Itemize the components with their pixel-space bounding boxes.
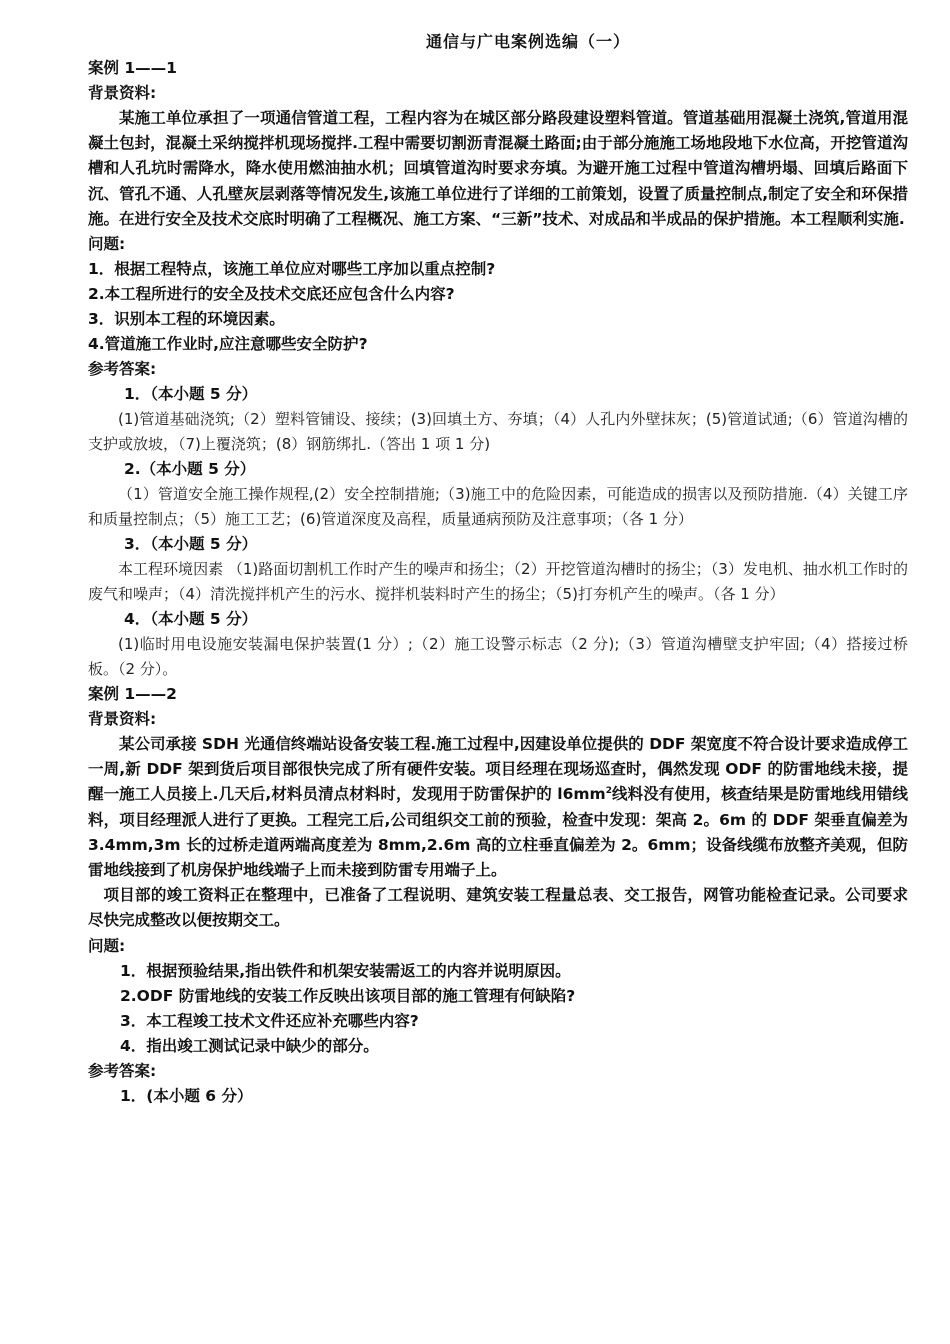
- case2-question-4: 4．指出竣工测试记录中缺少的部分。: [120, 1036, 379, 1055]
- case2-answers-label: 参考答案:: [88, 1061, 157, 1080]
- case2-background-text-2: 项目部的竣工资料正在整理中，已准备了工程说明、建筑安装工程量总表、交工报告，网管功能检查记录。公司要求尽快完成整改以便按期交工。: [88, 886, 908, 930]
- case2-answer-1-heading: 1．(本小题 6 分）: [120, 1086, 253, 1105]
- case1-heading: 案例 1——1: [88, 59, 177, 77]
- case1-answer-2-heading: 2.（本小题 5 分）: [124, 460, 256, 479]
- case2-questions-label: 问题:: [88, 936, 126, 955]
- case2-background-part-b: 线料没有使用，核查结果是防雷地线用错线料，项目经理派人进行了更换。工程完工后,公司组织交工前的预验，检查中发现：架高 2。6m 的 DDF 架垂直偏差为 3.4mm,3m 长的过桥走道两端高度差为 8mm,2.6m 高的立柱垂直偏差为 2。6mm；设备线缆布放整齐美观，但防雷地线接到了机房保护地线端子上而未接到防雷专用端子上。: [88, 785, 908, 880]
- case2-question-2: 2.ODF 防雷地线的安装工作反映出该项目部的施工管理有何缺陷?: [120, 986, 576, 1005]
- case1-answers-label: 参考答案:: [88, 360, 157, 379]
- case1-question-1: 1．根据工程特点，该施工单位应对哪些工序加以重点控制?: [88, 260, 496, 279]
- case1-answer-2-text: （1）管道安全施工操作规程,(2）安全控制措施;（3)施工中的危险因素，可能造成的损害以及预防措施.（4）关键工序和质量控制点；（5）施工工艺；(6)管道深度及高程，质量通病预防及注意事项；（各 1 分）: [88, 485, 908, 529]
- document-title: 通信与广电案例选编（一）: [425, 32, 630, 51]
- case1-answer-1-heading: 1．（本小题 5 分）: [124, 385, 258, 404]
- case2-question-1: 1．根据预验结果,指出铁件和机架安装需返工的内容并说明原因。: [120, 961, 571, 980]
- case1-answer-3-text: 本工程环境因素 （1)路面切割机工作时产生的噪声和扬尘；（2）开挖管道沟槽时的扬尘；（3）发电机、抽水机工作时的废气和噪声；（4）清洗搅拌机产生的污水、搅拌机装料时产生的扬尘；（5)打夯机产生的噪声。（各 1 分）: [88, 560, 908, 604]
- case1-background-text: 某施工单位承担了一项通信管道工程，工程内容为在城区部分路段建设塑料管道。管道基础用混凝土浇筑,管道用混凝土包封，混凝土采纳搅拌机现场搅拌.工程中需要切割沥青混凝土路面;由于部分施施工场地段地下水位高，开挖管道沟槽和人孔坑时需降水，降水使用燃油抽水机；回填管道沟时要求夯填。为避开施工过程中管道沟槽坍塌、回填后路面下沉、管孔不通、人孔壁灰层剥落等情况发生,该施工单位进行了详细的工前策划，设置了质量控制点,制定了安全和环保措施。在进行安全及技术交底时明确了工程概况、施工方案、“三新”技术、对成品和半成品的保护措施。本工程顺利实施.: [88, 109, 908, 228]
- case1-questions-label: 问题:: [88, 235, 126, 254]
- case1-question-2: 2.本工程所进行的安全及技术交底还应包含什么内容?: [88, 285, 455, 304]
- case2-background-part-a: 某公司承接 SDH 光通信终端站设备安装工程.施工过程中,因建设单位提供的 DDF 架宽度不符合设计要求造成停工一周,新 DDF 架到货后项目部很快完成了所有硬件安装。项目经理在现场巡查时，偶然发现 ODF 的防雷地线未接，提醒一施工人员接上.几天后,材料员清点材料时，发现用于防雷保护的 l6mm: [88, 735, 908, 804]
- superscript-2: 2: [605, 786, 612, 797]
- case1-question-3: 3．识别本工程的环境因素。: [88, 310, 285, 329]
- case2-background-text: [88, 732, 908, 883]
- case1-answer-1-text: (1)管道基础浇筑;（2）塑料管铺设、接续；(3)回填土方、夯填；（4）人孔内外壁抹灰；(5)管道试通;（6）管道沟槽的支护或放坡，（7)上覆浇筑；(8）钢筋绑扎.（答出 1 项 1 分): [88, 410, 908, 454]
- case2-background-label: 背景资料:: [88, 710, 157, 729]
- case1-answer-4-text: (1)临时用电设施安装漏电保护装置(1 分）;（2）施工设警示标志（2 分);（3）管道沟槽壁支护牢固;（4）搭接过桥板。（2 分）。: [88, 635, 908, 679]
- case2-heading: 案例 1——2: [88, 685, 177, 704]
- case1-question-4: 4.管道施工作业时,应注意哪些安全防护?: [88, 335, 368, 354]
- document-page: [88, 30, 908, 1109]
- case2-question-3: 3．本工程竣工技术文件还应补充哪些内容?: [120, 1011, 419, 1030]
- case1-background-label: 背景资料:: [88, 84, 157, 102]
- case1-answer-4-heading: 4．（本小题 5 分）: [124, 610, 258, 629]
- case1-answer-3-heading: 3．（本小题 5 分）: [124, 535, 258, 554]
